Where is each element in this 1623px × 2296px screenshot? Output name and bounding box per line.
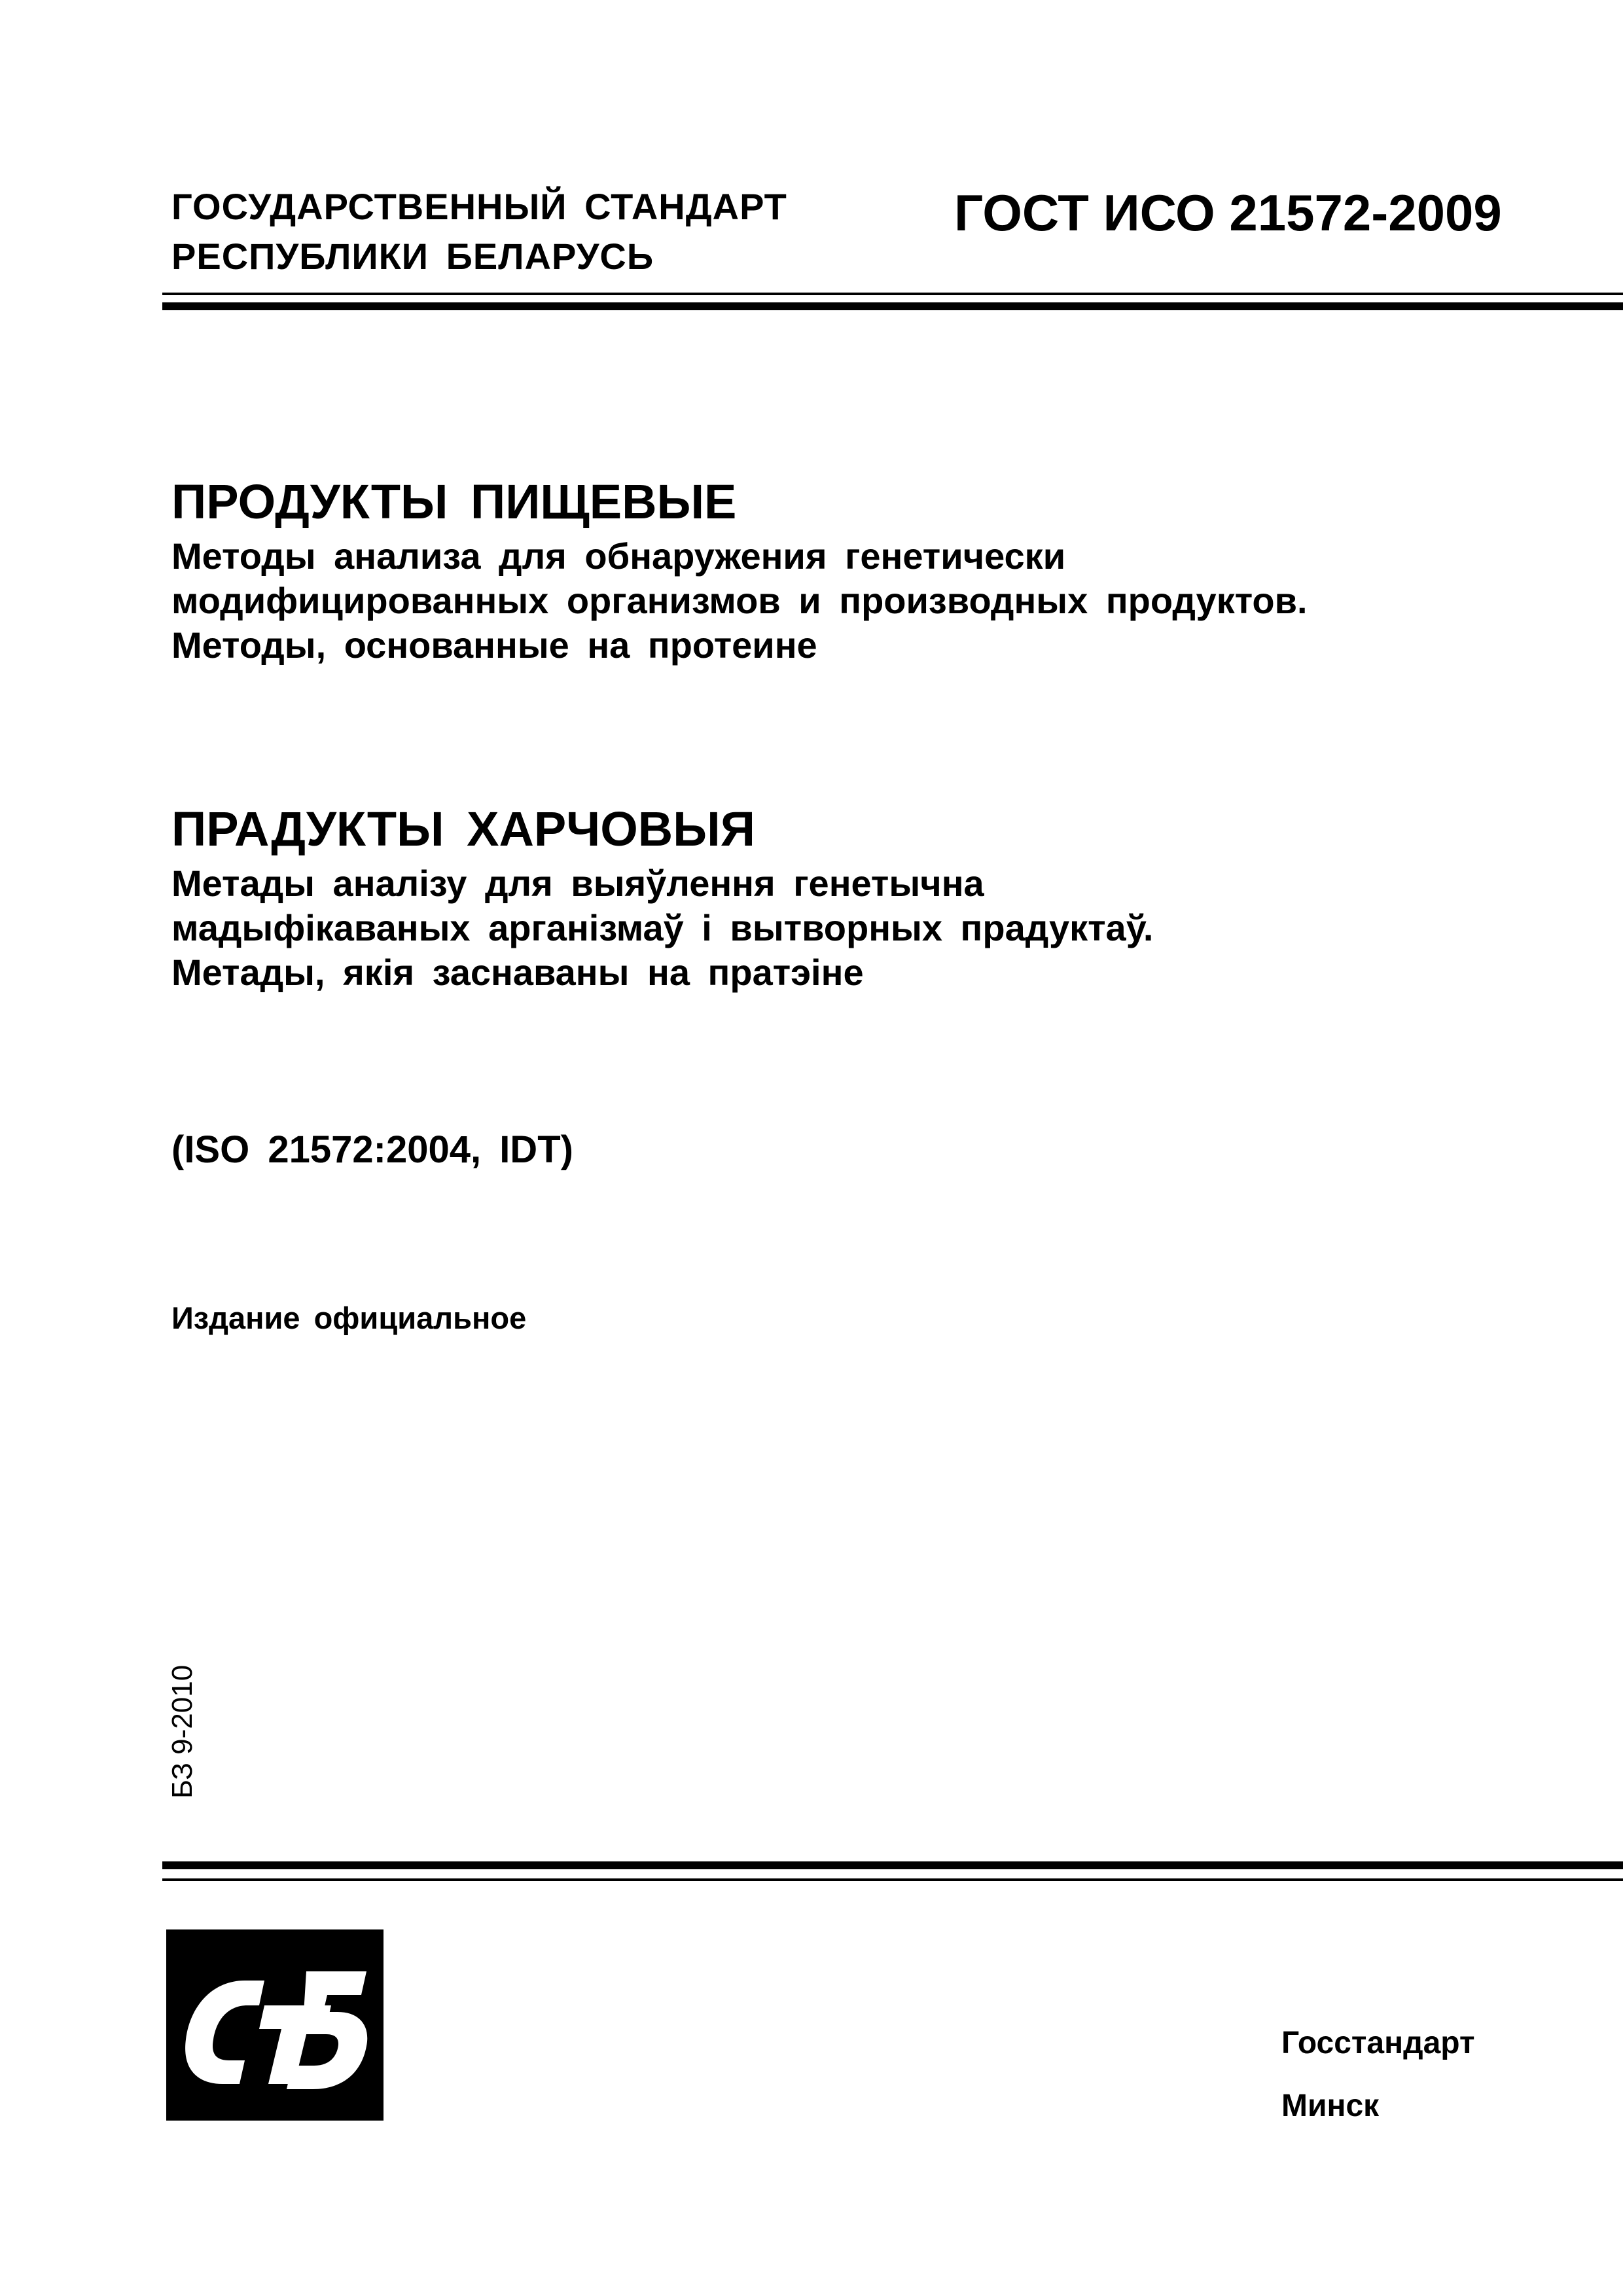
- title-belarusian-line-1: Метады аналізу для выяўлення генетычна: [171, 863, 984, 904]
- issuer-line-2: РЕСПУБЛИКИ БЕЛАРУСЬ: [171, 236, 654, 277]
- publisher-block: [1281, 2012, 1474, 2138]
- title-belarusian: [171, 800, 1153, 995]
- edition-label: Издание официальное: [171, 1300, 527, 1335]
- bottom-divider-thin: [162, 1878, 1623, 1881]
- top-divider-thin: [162, 293, 1623, 295]
- title-belarusian-main: ПРАДУКТЫ ХАРЧОВЫЯ: [171, 802, 755, 856]
- title-russian-line-1: Методы анализа для обнаружения генетически: [171, 535, 1066, 577]
- title-russian-line-2: модифицированных организмов и производных продуктов.: [171, 580, 1308, 621]
- top-divider-thick: [162, 302, 1623, 310]
- publisher-city: Минск: [1281, 2089, 1380, 2123]
- title-belarusian-line-2: мадыфікаваных арганізмаў і вытворных прадуктаў.: [171, 907, 1154, 948]
- issuer-line-1: ГОСУДАРСТВЕННЫЙ СТАНДАРТ: [171, 186, 787, 227]
- title-russian-line-3: Методы, основанные на протеине: [171, 624, 817, 666]
- title-russian-main: ПРОДУКТЫ ПИЩЕВЫЕ: [171, 475, 737, 529]
- standard-designation: ГОСТ ИСО 21572-2009: [954, 184, 1502, 242]
- publisher-name: Госстандарт: [1281, 2026, 1475, 2060]
- title-russian: [171, 473, 1308, 668]
- title-belarusian-line-3: Метады, якія заснаваны на пратэіне: [171, 952, 864, 993]
- stb-logo-icon: [166, 1929, 383, 2121]
- issuer-block: [171, 182, 787, 281]
- iso-reference: (ISO 21572:2004, IDT): [171, 1128, 573, 1171]
- bottom-divider-thick: [162, 1861, 1623, 1869]
- vertical-code: БЗ 9-2010: [166, 1664, 198, 1799]
